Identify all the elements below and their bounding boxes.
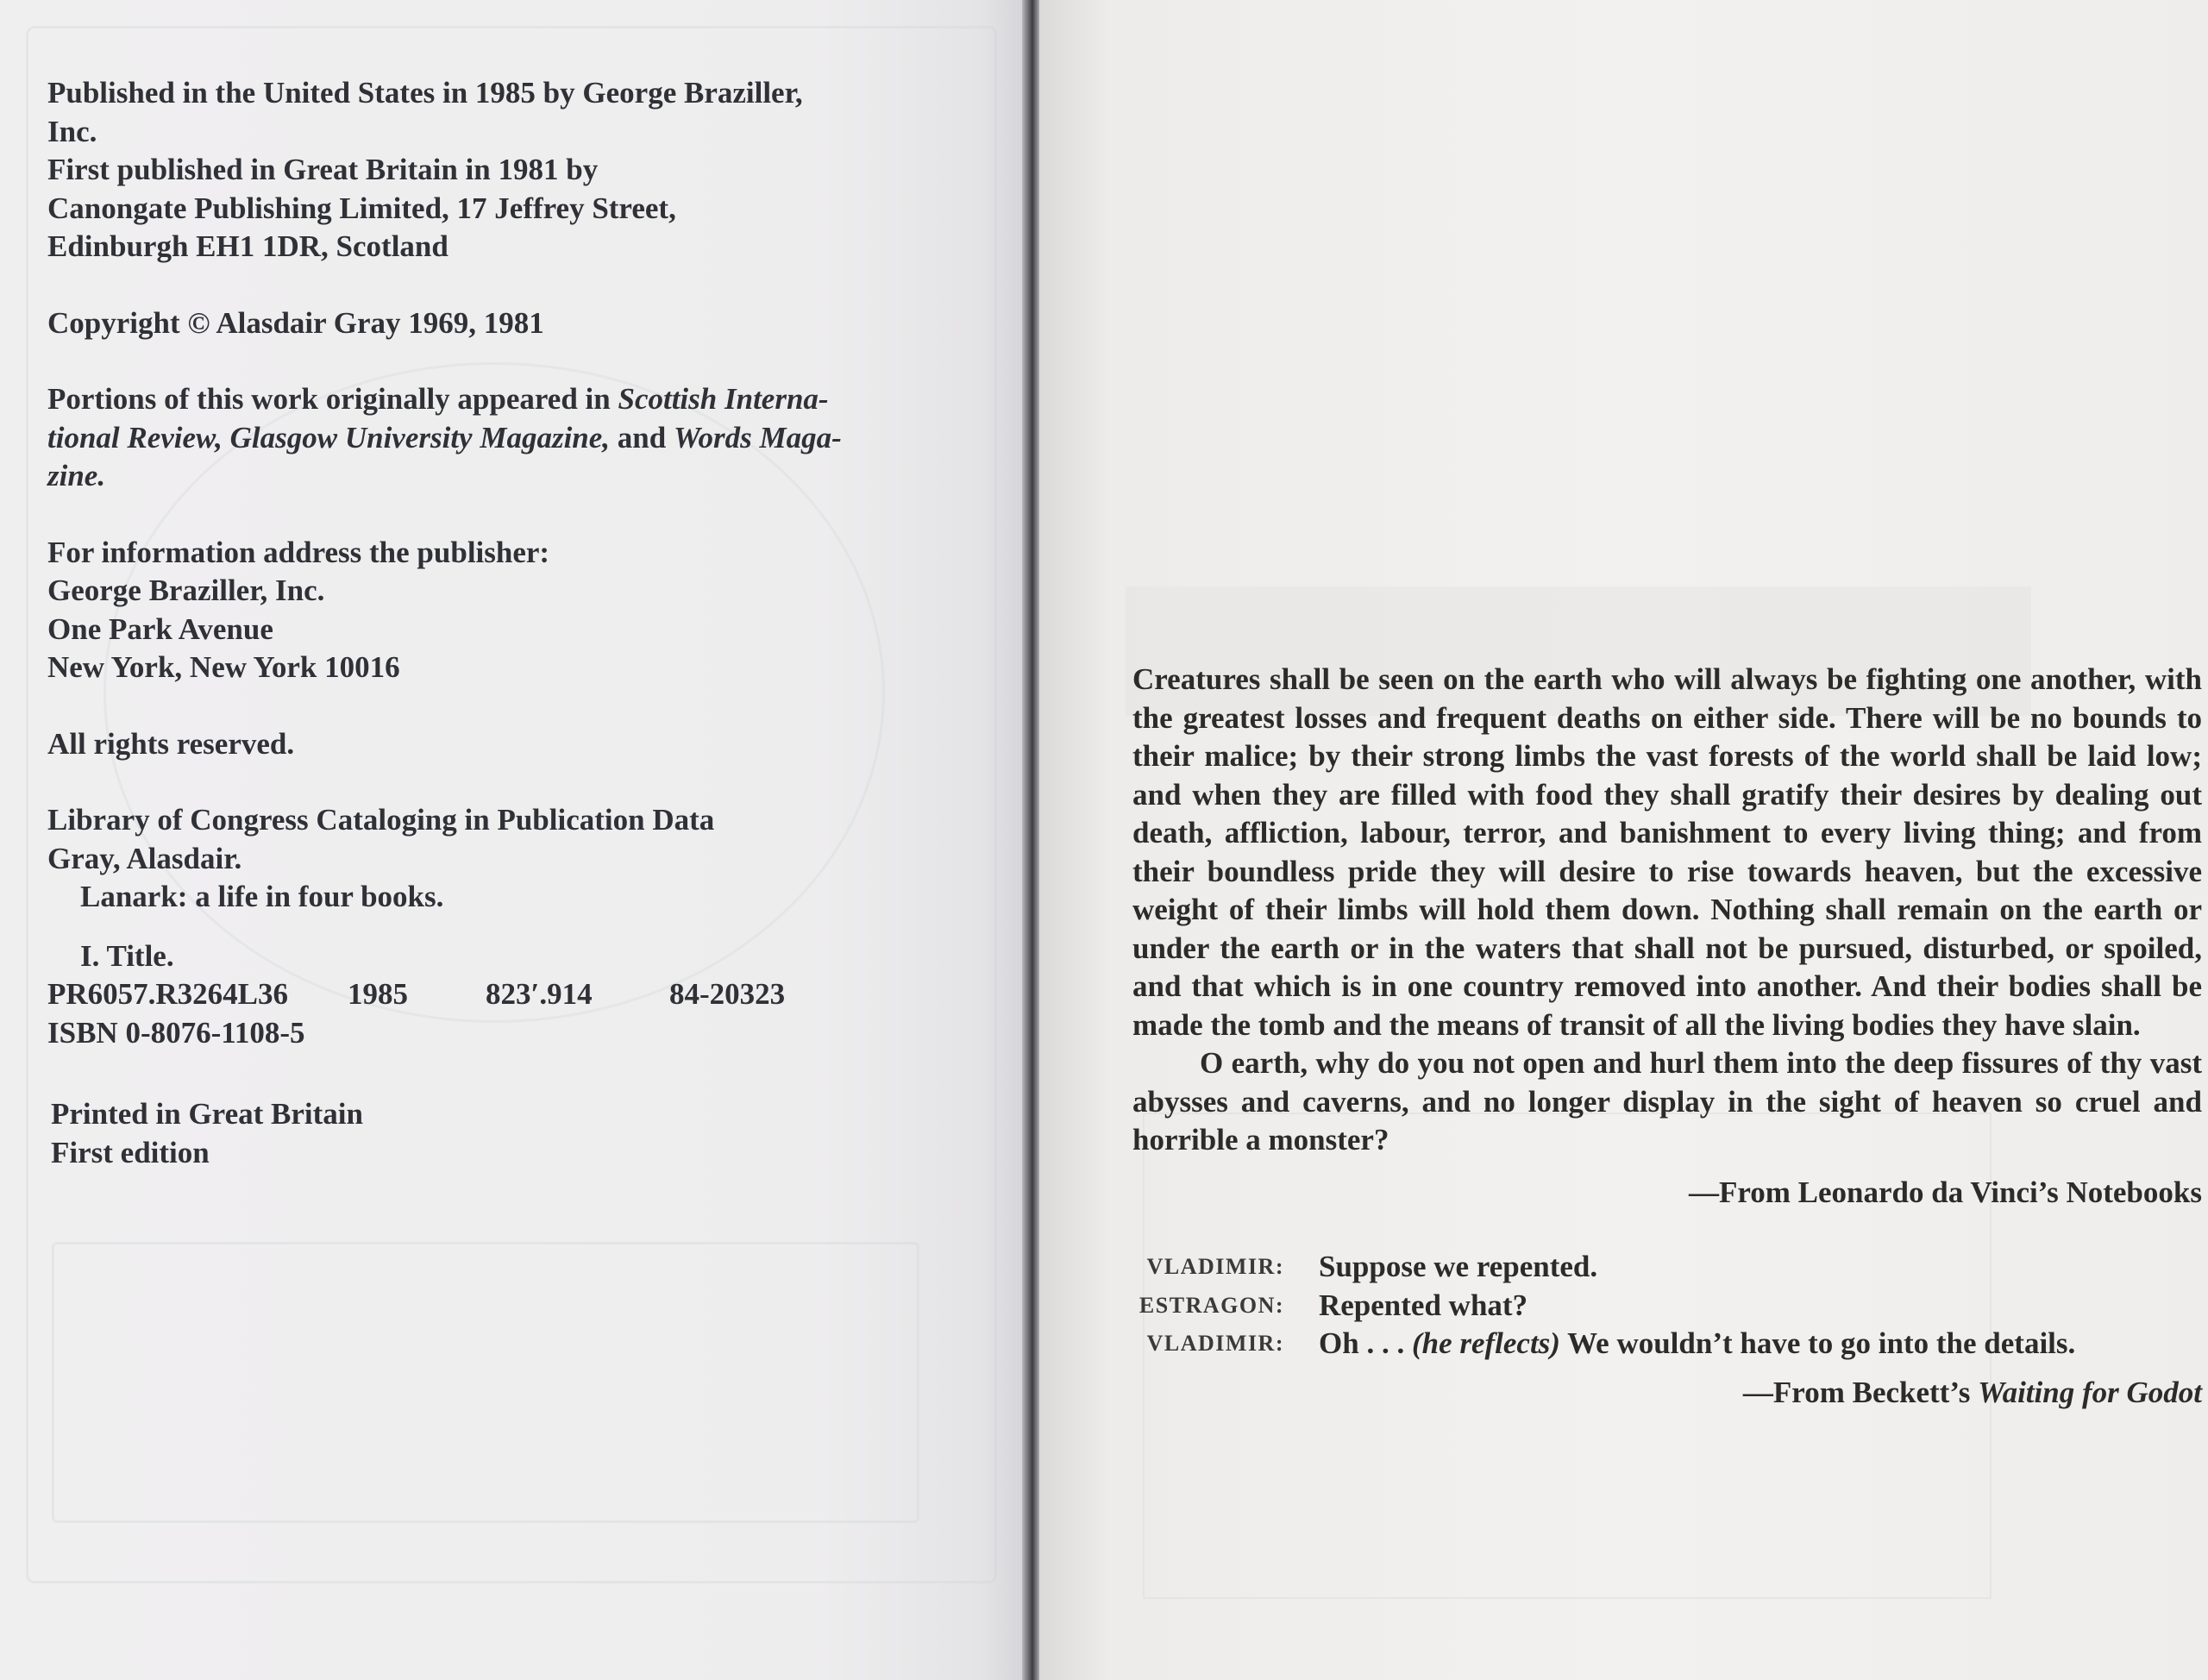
cip-classification-row [47,975,979,1014]
portions-line-3: zine. [47,459,106,492]
play-title: Waiting for Godot [1978,1375,2202,1409]
rights-notice: All rights reserved. [47,726,295,761]
cip-lccn: 84-20323 [669,977,786,1011]
stage-direction: (he reflects) [1411,1326,1560,1360]
speaker-name: VLADIMIR: [1146,1331,1284,1356]
speech-text: Repented what? [1319,1288,1528,1322]
speaker-name: VLADIMIR: [1146,1254,1284,1279]
cip-subject: I. Title. [80,938,174,973]
show-through-panel [52,1242,919,1523]
published-us-cont: Inc. [47,114,97,148]
speech-text: Oh . . . (he reflects) We wouldn’t have to go into the details. [1319,1326,2076,1360]
speaker-name: ESTRAGON: [1138,1292,1284,1318]
epigraph [1132,661,2202,1442]
edition: First edition [51,1135,210,1169]
publisher-name: Canongate Publishing Limited, 17 Jeffrey Street, [47,191,676,225]
cip-dewey: 823′.914 [486,977,593,1011]
copyright-text [47,74,979,1172]
address-line-3: New York, New York 10016 [47,650,400,684]
epigraph-page [1039,0,2208,1680]
book-gutter [1022,0,1039,1680]
copyright-page [0,0,1022,1680]
speech-text: Suppose we repented. [1319,1250,1598,1283]
publication-glasgow-magazine: tional Review, Glasgow University Magazine, [47,420,611,454]
cip-heading: Library of Congress Cataloging in Publication Data [47,803,715,837]
leonardo-quote-paragraph-2: O earth, why do you not open and hurl them into the deep fissures of thy vast abysses and caverns, and no longer display in the sight of heaven so cruel and horrible a monster? [1132,1046,2202,1157]
copyright-notice: Copyright © Alasdair Gray 1969, 1981 [47,305,544,340]
cip-call-number: PR6057.R3264L36 [47,977,289,1011]
beckett-attribution: —From Beckett’s Waiting for Godot [1742,1375,2202,1409]
leonardo-attribution: —From Leonardo da Vinci’s Notebooks [1688,1175,2202,1209]
dialogue-line [1132,1325,2202,1363]
leonardo-quote-paragraph-1: Creatures shall be seen on the earth who will always be fighting one another, with the greatest losses and frequent deaths on either side. There will be no bounds to their malice; by their strong limbs the vast forests of the world shall be laid low; and when they are filled with food they shall gratify their desires by dealing out death, affliction, labour, terror, and banishment to every living thing; and from their boundless pride they will desire to rise towards heaven, but the excessive weight of their limbs will hold them down. Nothing shall remain on the earth or under the earth or in the waters that shall not be pursued, disturbed, or spoiled, and that which is in one country removed into another. And their bodies shall be made the tomb and the means of transit of all the living bodies they have slain. [1132,662,2202,1042]
address-line-1: George Braziller, Inc. [47,574,325,607]
cip-year: 1985 [348,977,408,1011]
godot-dialogue [1132,1248,2202,1363]
first-published-line: First published in Great Britain in 1981 by [47,153,599,186]
cip-title: Lanark: a life in four books. [80,880,444,913]
dialogue-line [1132,1287,2202,1326]
publication-words-magazine: Words Maga- [673,420,842,454]
isbn: ISBN 0-8076-1108-5 [47,1015,305,1050]
dialogue-line [1132,1248,2202,1287]
publisher-city: Edinburgh EH1 1DR, Scotland [47,229,448,263]
published-us-line: Published in the United States in 1985 by George Braziller, [47,76,803,110]
publication-scottish-international: Scottish Interna- [618,382,829,416]
portions-line-2: tional Review, Glasgow University Magazine, and Words Maga- [47,420,842,454]
printed-in: Printed in Great Britain [51,1097,363,1131]
cip-author: Gray, Alasdair. [47,841,242,875]
portions-line-1: Portions of this work originally appeared in Scottish Interna- [47,382,829,416]
address-line-2: One Park Avenue [47,611,273,646]
info-heading: For information address the publisher: [47,535,550,569]
